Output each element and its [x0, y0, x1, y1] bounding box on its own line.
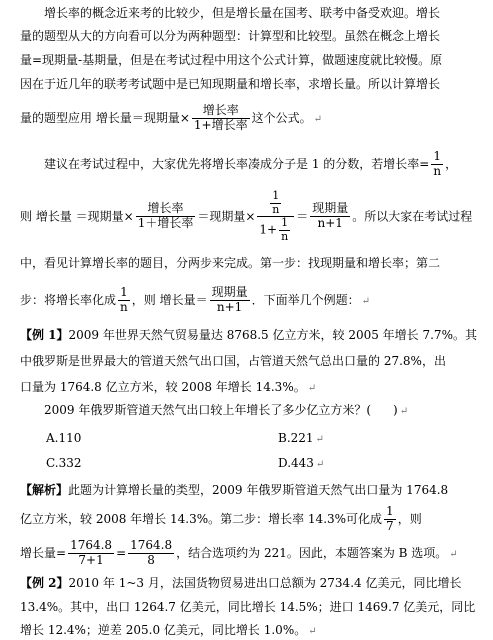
solution-line1: 【解析】此题为计算增长量的类型，2009 年俄罗斯管道天然气出口量为 1764.8	[20, 483, 449, 497]
example2-line1: 【例 2】2010 年 1~3 月，法国货物贸易进出口总额为 2734.4 亿美元，同比增长	[20, 576, 462, 590]
return-mark-icon: ↵	[315, 459, 325, 470]
result-fraction-2: $\frac{\text{现期量}}{n+1}$	[211, 285, 248, 314]
one-over-n-fraction: $\frac{1}{n}$	[433, 149, 442, 178]
solution-line3: 增长量= $\frac{1764.8}{7+1}$ = $\frac{1764.8}{8}$ ，结合选项约为 221。因此，本题答案为 B 选项。 ↵	[20, 538, 458, 567]
solution-fraction-2: $\frac{1764.8}{8}$	[130, 538, 173, 567]
return-mark-icon: ↵	[307, 383, 317, 394]
para1-line4: 因在于近几年的联考考试题中是已知现期量和增长率，求增长量。所以计算增长	[20, 77, 441, 91]
solution-line2: 亿立方米，较 2008 年增长 14.3%。第二步：增长率 14.3%可化成 $\frac{1}{7}$ ，则	[20, 504, 422, 533]
para1-line1: 增长率的概念近来考的比较少，但是增长量在国考、联考中备受欢迎。增长	[44, 6, 441, 20]
example2-line2: 13.4%。其中，出口 1264.7 亿美元，同比增长 14.5%；进口 1469.7 亿美元，同比	[20, 600, 476, 614]
option-d: D.443 ↵	[278, 456, 325, 470]
example1-line3: 口量为 1764.8 亿立方米，较 2008 年增长 14.3%。 ↵	[20, 380, 317, 394]
result-fraction: $\frac{\text{现期量}}{n+1}$	[312, 201, 349, 231]
return-mark-icon: ↵	[399, 406, 409, 417]
compound-fraction: $\frac{1}{n}$ 1+ $\frac{1}{n}$	[257, 190, 294, 244]
para2-line4: 步：将增长率化成 $\frac{1}{n}$ ，则 增长量＝ $\frac{\text{现期量}}{n+1}$ ．下面举几个例题： ↵	[20, 285, 370, 314]
option-c: C.332	[46, 456, 82, 470]
para2-line1: 建议在考试过程中，大家优先将增长率凑成分子是 1 的分数，若增长率= $\frac{1}{n}$ ，	[44, 149, 458, 178]
return-mark-icon: ↵	[315, 434, 324, 445]
example1-question: 2009 年俄罗斯管道天然气出口较上年增长了多少亿立方米？( ) ↵	[44, 403, 409, 417]
example1-line2: 中俄罗斯是世界最大的管道天然气出口国，占管道天然气总出口量的 27.8%，出	[20, 354, 446, 368]
solution-fraction-1: $\frac{1764.8}{7+1}$	[70, 538, 113, 567]
para1-line2: 量的题型从大的方向看可以分为两种题型：计算型和比较型。虽然在概念上增长	[20, 29, 441, 43]
return-mark-icon: ↵	[361, 295, 370, 307]
para1-line3: 量=现期量-基期量，但是在考试过程中用这个公式计算，做题速度就比较慢。原	[20, 53, 443, 67]
rate-fraction: $\frac{\text{增长率}}{\text{1＋增长率}}$	[137, 201, 194, 231]
option-a: A.110	[46, 431, 82, 445]
para1-line5: 量的题型应用 增长量＝现期量× $\frac{\text{增长率}}{\text{1+增长率}}$ 这个公式。 ↵	[20, 103, 322, 132]
para2-equation-line: 则 增长量 ＝现期量× $\frac{\text{增长率}}{\text{1＋增长率}}$ ＝现期量× $\frac{1}{n}$ 1+ $\frac{1}{n}$ ＝ $\frac{\text{现期量}}{n+1}$ 。所以大家在考试过程	[20, 189, 473, 243]
one-seventh-fraction: $\frac{1}{7}$	[386, 504, 394, 533]
example2-line3: 增长 12.4%；逆差 205.0 亿美元，同比增长 1.0%。 ↵	[20, 623, 317, 637]
return-mark-icon: ↵	[313, 113, 322, 125]
para2-line3: 中，看见计算增长率的题目，分两步来完成。第一步：找现期量和增长率；第二	[20, 256, 441, 270]
option-b: B.221 ↵	[278, 431, 324, 445]
one-over-n-fraction-2: $\frac{1}{n}$	[120, 285, 128, 314]
growth-formula-fraction: $\frac{\text{增长率}}{\text{1+增长率}}$	[193, 103, 248, 132]
return-mark-icon: ↵	[449, 548, 458, 560]
example1-line1: 【例 1】2009 年世界天然气贸易量达 8768.5 亿立方米，较 2005 年增长 7.7%。其	[20, 328, 477, 342]
return-mark-icon: ↵	[308, 626, 317, 637]
